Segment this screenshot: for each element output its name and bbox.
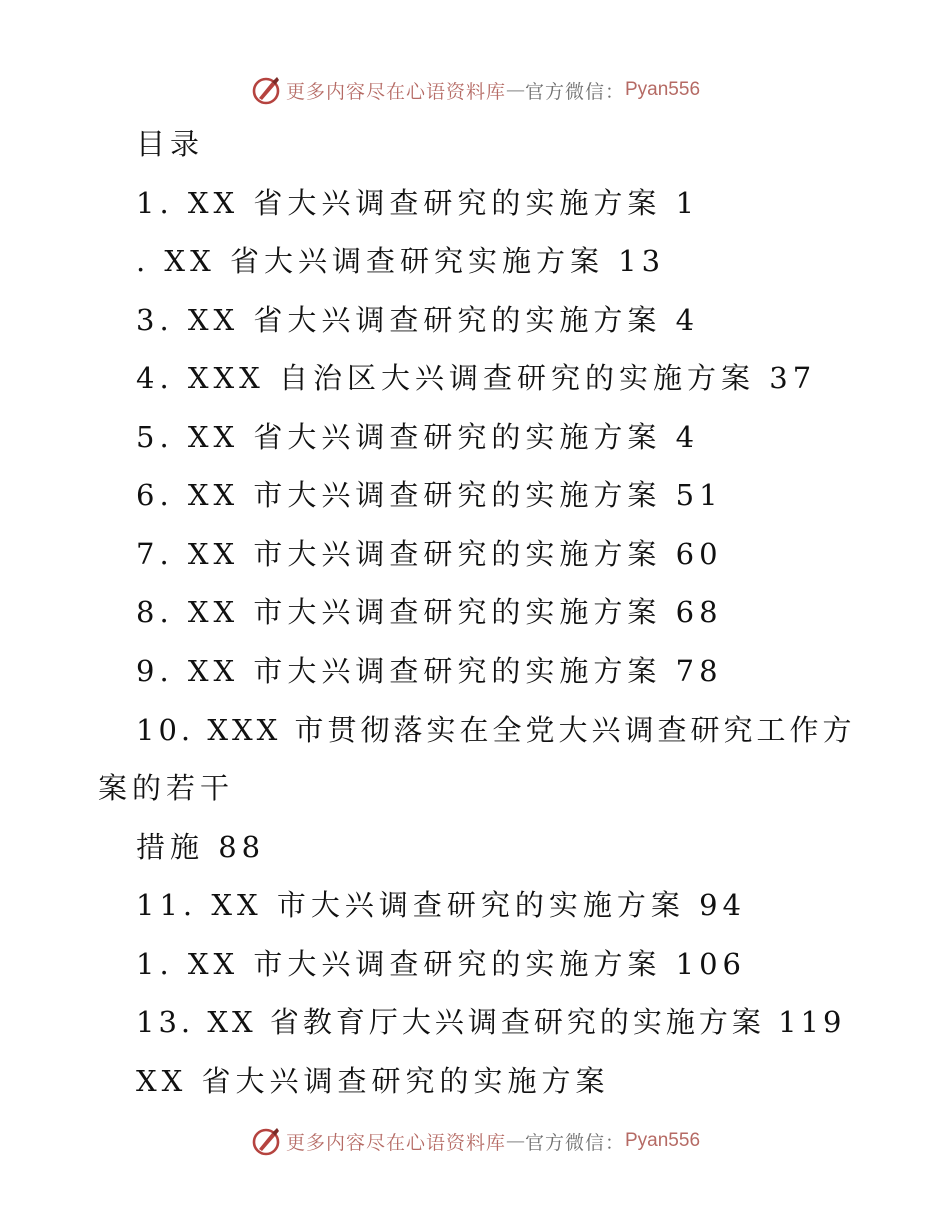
banner-official-label: 官方微信： bbox=[524, 80, 625, 103]
toc-entry: 5. XX 省大兴调查研究的实施方案 4 bbox=[136, 420, 700, 454]
banner-content bbox=[250, 1125, 700, 1157]
toc-title: 目录 bbox=[136, 127, 205, 161]
toc-entry: 1. XX 市大兴调查研究的实施方案 106 bbox=[136, 947, 746, 981]
toc-entry: 13. XX 省教育厅大兴调查研究的实施方案 119 bbox=[136, 1005, 846, 1039]
toc-entry: 8. XX 市大兴调查研究的实施方案 68 bbox=[136, 595, 723, 629]
banner-account-id: Pyan556 bbox=[625, 1130, 701, 1151]
toc-entry: 4. XXX 自治区大兴调查研究的实施方案 37 bbox=[136, 361, 817, 395]
quill-logo-icon bbox=[250, 74, 282, 106]
toc-entry: 6. XX 市大兴调查研究的实施方案 51 bbox=[136, 478, 723, 512]
banner-text: 更多内容尽在心语资料库 bbox=[285, 1131, 506, 1154]
toc-entry-continuation: 措施 88 bbox=[136, 830, 266, 864]
toc-entry: 1. XX 省大兴调查研究的实施方案 1 bbox=[136, 186, 700, 220]
header-banner bbox=[0, 70, 950, 110]
banner-official-label: 官方微信： bbox=[524, 1131, 625, 1154]
banner-account-id: Pyan556 bbox=[625, 79, 701, 100]
toc-entry: . XX 省大兴调查研究实施方案 13 bbox=[136, 244, 666, 278]
toc-entry: 9. XX 市大兴调查研究的实施方案 78 bbox=[136, 654, 723, 688]
banner-separator: — bbox=[505, 79, 525, 101]
banner-separator: — bbox=[505, 1130, 525, 1152]
toc-entry: 7. XX 市大兴调查研究的实施方案 60 bbox=[136, 537, 723, 571]
footer-banner bbox=[0, 1121, 950, 1161]
toc-entry: 3. XX 省大兴调查研究的实施方案 4 bbox=[136, 303, 700, 337]
banner-text: 更多内容尽在心语资料库 bbox=[285, 80, 506, 103]
quill-logo-icon bbox=[250, 1125, 282, 1157]
toc-entry: 11. XX 市大兴调查研究的实施方案 94 bbox=[136, 888, 746, 922]
banner-content bbox=[250, 74, 700, 106]
section-heading: XX 省大兴调查研究的实施方案 bbox=[136, 1064, 610, 1098]
toc-entry: 10. XXX 市贯彻落实在全党大兴调查研究工作方 bbox=[136, 713, 856, 747]
toc-entry-continuation: 案的若干 bbox=[98, 771, 235, 805]
